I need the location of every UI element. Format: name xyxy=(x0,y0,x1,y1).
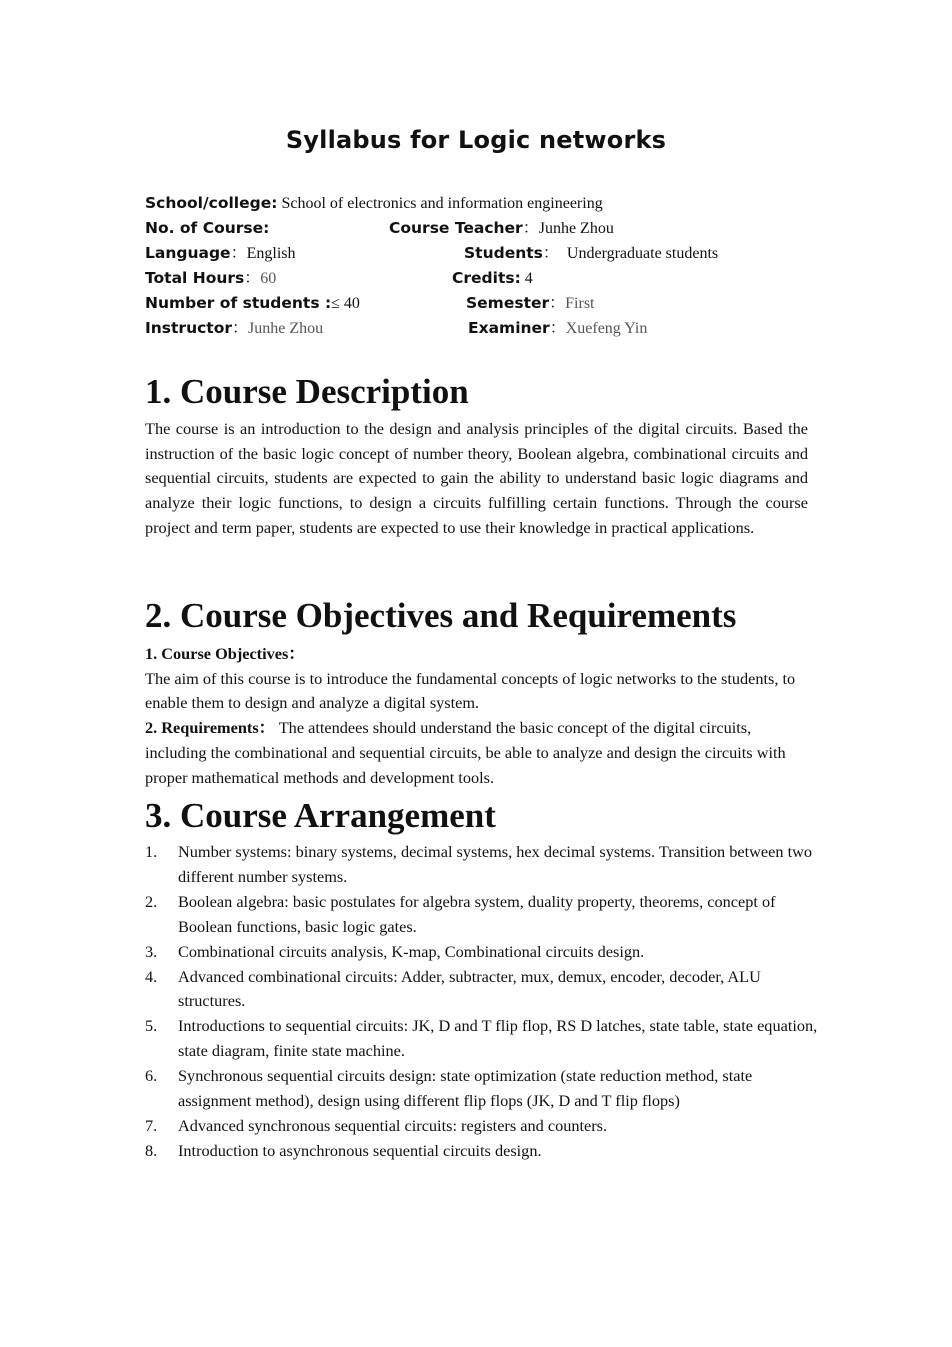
examiner-value: Xuefeng Yin xyxy=(565,320,648,337)
course-teacher-value: Junhe Zhou xyxy=(538,220,614,237)
instructor-value: Junhe Zhou xyxy=(248,320,324,337)
course-objectives-heading: 2. Course Objectives and Requirements xyxy=(145,596,737,635)
requirements-text: The attendees should understand the basic concept of the digital circuits, including the combinational and sequential circuits, be able to analyze and design the circuits with proper mathematical methods and development tools. xyxy=(145,718,786,787)
instructor-label: Instructor xyxy=(145,319,233,337)
list-item-text: Synchronous sequential circuits design: state optimization (state reduction method, state assignment method), design using different flip flops (JK, D and T flip flops) xyxy=(178,1066,753,1111)
meta-row-school xyxy=(145,193,825,218)
arrangement-list xyxy=(145,840,825,1164)
course-teacher-label: Course Teacher xyxy=(389,219,523,237)
list-item-number: 3. xyxy=(145,941,158,961)
meta-row-course xyxy=(145,218,825,243)
list-item-number: 1. xyxy=(145,842,158,861)
meta-row-hours: Total Hours：60 Credits: 4 xyxy=(145,269,533,287)
credits xyxy=(452,268,533,289)
credits-label: Credits: xyxy=(452,269,521,287)
list-item xyxy=(145,965,825,1015)
list-item xyxy=(145,840,825,890)
students-value: Undergraduate students xyxy=(566,245,719,262)
list-item-text: Boolean algebra: basic postulates for algebra system, duality property, theorems, concept of Boolean functions, basic logic gates. xyxy=(178,891,776,936)
course-description-heading: 1. Course Description xyxy=(145,372,469,411)
list-item-number: 4. xyxy=(145,966,158,986)
document-title: Syllabus for Logic networks xyxy=(285,126,667,154)
course-info xyxy=(145,193,825,343)
examiner-label: Examiner xyxy=(468,319,550,337)
school-value: School of electronics and information engineering xyxy=(281,195,603,212)
examiner: Examiner：Xuefeng Yin xyxy=(468,319,648,337)
course-teacher: Course Teacher：Junhe Zhou xyxy=(389,219,614,237)
meta-row-language: Language：English Students： Undergraduate students xyxy=(145,244,719,262)
course-arrangement-heading: 3. Course Arrangement xyxy=(145,796,496,835)
total-hours-label: Total Hours xyxy=(145,269,245,287)
list-item-text: Number systems: binary systems, decimal systems, hex decimal systems. Transition between two different number systems. xyxy=(178,842,812,886)
list-item-number: 5. xyxy=(145,1016,158,1036)
objectives-label: 1. Course Objectives： xyxy=(145,644,305,663)
semester: Semester：First xyxy=(466,294,595,312)
school-label: School/college: xyxy=(145,194,278,212)
list-item xyxy=(145,1014,825,1064)
num-students-label: Number of students : xyxy=(145,294,332,312)
semester-label: Semester xyxy=(466,294,550,312)
list-item xyxy=(145,890,825,940)
requirements-label: 2. Requirements： xyxy=(145,718,275,738)
list-item-text: Combinational circuits analysis, K-map, Combinational circuits design. xyxy=(178,941,645,961)
meta-row-instructor: Instructor：Junhe Zhou Examiner：Xuefeng Yin xyxy=(145,319,648,337)
list-item xyxy=(145,1139,825,1164)
list-item-number: 8. xyxy=(145,1140,158,1160)
num-students-value: ≤ 40 xyxy=(331,295,360,312)
total-hours-value: 60 xyxy=(260,270,277,287)
students-label: Students xyxy=(464,244,543,262)
objectives-text: The aim of this course is to introduce the fundamental concepts of logic networks to the students, to enable them to design and analyze a digital system. xyxy=(145,668,796,713)
semester-value: First xyxy=(565,295,595,312)
list-item-number: 7. xyxy=(145,1115,158,1135)
list-item-text: Introductions to sequential circuits: JK, D and T flip flop, RS D latches, state table, state equation, state diagram, finite state machine. xyxy=(178,1016,818,1061)
course-description-text: The course is an introduction to the design and analysis principles of the digital circuits. Based the instruction of the basic logic concept of number theory, Boolean algebra, combinational circuits and sequential circuits, students are expected to gain the ability to understand basic logic diagrams and analyze their logic functions, to design a circuits fulfilling certain functions. Through the course project and term paper, students are expected to use their knowledge in practical applications. xyxy=(145,419,808,537)
list-item xyxy=(145,1114,825,1139)
language-label: Language xyxy=(145,244,231,262)
list-item-text: Advanced combinational circuits: Adder, subtracter, mux, demux, encoder, decoder, ALU structures. xyxy=(178,966,761,1011)
credits-value: 4 xyxy=(524,270,533,287)
list-item-text: Introduction to asynchronous sequential circuits design. xyxy=(178,1140,542,1160)
list-item-number: 2. xyxy=(145,891,158,911)
meta-row-students xyxy=(145,293,825,318)
list-item-number: 6. xyxy=(145,1066,158,1086)
objectives-block xyxy=(145,642,808,790)
students: Students： Undergraduate students xyxy=(464,244,719,262)
language-value: English xyxy=(246,245,296,262)
list-item-text: Advanced synchronous sequential circuits: registers and counters. xyxy=(178,1115,608,1135)
course-no-label: No. of Course: xyxy=(145,219,270,237)
list-item xyxy=(145,1064,825,1114)
list-item xyxy=(145,940,825,965)
